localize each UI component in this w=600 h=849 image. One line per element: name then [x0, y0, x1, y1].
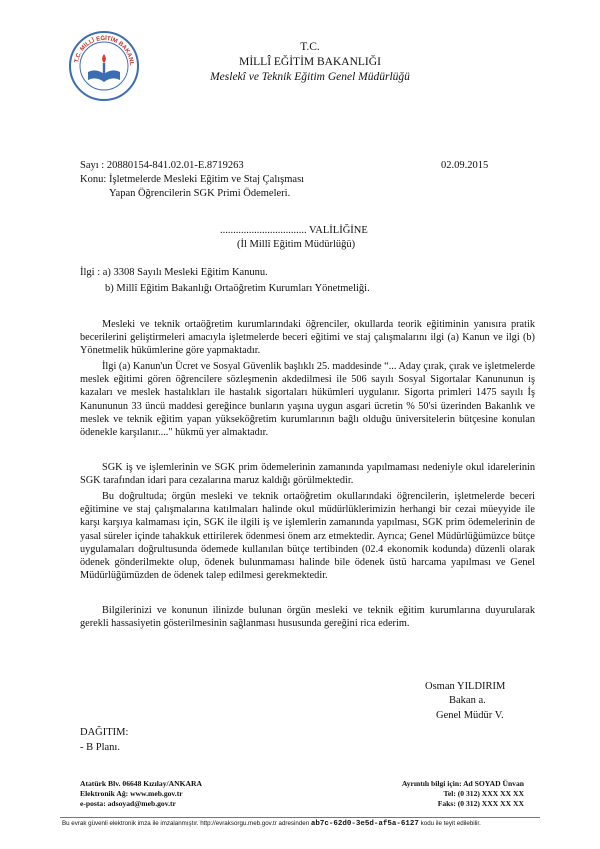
konu-label: Konu: [80, 174, 107, 185]
sayi-value: : 20880154-841.02.01-E.8719263 [101, 160, 244, 171]
footer-web[interactable]: Elektronik Ağ: www.meb.gov.tr [80, 789, 183, 798]
verification-prefix: Bu evrak güvenli elektronik imza ile imzalanmıştır. http://evraksorgu.meb.gov.tr adresinden [62, 820, 310, 827]
signatory-title-2: Genel Müdür V. [436, 710, 504, 721]
distribution-item: - B Planı. [80, 742, 120, 753]
footer-fax: Faks: (0 312) XXX XX XX [437, 799, 524, 808]
body-paragraph-4 [80, 490, 535, 582]
body-paragraph-5-text: Bilgilerinizi ve konunun ilinizde bulunan örgün mesleki ve teknik eğitim kurumlarına duyurularak gerekli hassasiyetin gösterilmesinin sağlanması hususunda gereğini rica ederim. [80, 605, 535, 630]
body-paragraph-3 [80, 461, 535, 487]
header-tc: T.C. [300, 41, 320, 53]
signatory-name: Osman YILDIRIM [425, 681, 506, 692]
header-ministry: MİLLÎ EĞİTİM BAKANLIĞI [239, 56, 381, 68]
ilgi-a: İlgi : a) 3308 Sayılı Mesleki Eğitim Kanunu. [80, 267, 268, 278]
konu-line2: Yapan Öğrencilerin SGK Primi Ödemeleri. [109, 188, 291, 199]
verification-code: ab7c-62d0-3e5d-af5a-6127 [310, 820, 419, 828]
verification-suffix: kodu ile teyit edilebilir. [420, 820, 481, 827]
footer-tel: Tel: (0 312) XXX XX XX [443, 789, 524, 798]
document-date: 02.09.2015 [441, 160, 489, 171]
recipient-line: ................................. VALİLİĞİNE [220, 225, 368, 236]
body-paragraph-5 [80, 604, 535, 630]
konu-line1: İşletmelerde Mesleki Eğitim ve Staj Çalışması [109, 174, 305, 185]
body-paragraph-2-text: İlgi (a) Kanun'un Ücret ve Sosyal Güvenlik başlıklı 25. maddesinde “... Aday çırak, çırak ve işletmelerde meslek eğitimi gören öğrencilere sözleşmenin akdedilmesi ile 506 sayılı Sosyal Sigortalar Kanununun iş kazaları ve meslek hastalıkları ile hastalık sigortaları hükümleri uygulanır. Sigorta primleri 1475 sayılı İş Kanununun 33 üncü maddesi gereğince bunların yaşına uygun asgari ücretin % 50'si üzerinden Bakanlık ve meslek ve teknik eğitim yapan yükseköğretim kurumlarının bağlı olduğu üniversitelerin bütçesine konulan ödenekle karşılanır...." hükmü yer almaktadır. [80, 361, 535, 439]
body-paragraph-2 [80, 360, 535, 439]
header-directorate: Meslekî ve Teknik Eğitim Genel Müdürlüğü [210, 71, 410, 83]
sayi-line [80, 159, 244, 172]
body-paragraph-3-text: SGK iş ve işlemlerinin ve SGK prim ödemelerinin zamanında yapılmaması nedeniyle okul idarelerinin SGK tarafından idari para cezalarına maruz kaldığı görülmektedir. [80, 462, 535, 487]
footer-info: Ayrıntılı bilgi için: Ad SOYAD Ünvan [401, 779, 524, 788]
signatory-title-1: Bakan a. [449, 695, 486, 706]
footer-address: Atatürk Blv. 06648 Kızılay/ANKARA [80, 779, 202, 788]
body-paragraph-4-text: Bu doğrultuda; örgün mesleki ve teknik ortaöğretim okullarındaki öğrencilerin, işletmelerde beceri eğitimine ve staj çalışmalarına katılmaları halinde okul müdürlüklerimizin herhangi bir cezai müeyyide ile karşı karşıya kalmaması için, SGK ile ilgili iş ve işlemlerin zamanında yapılması, SGK prim ödemelerinin de yasal süreler içinde tahakkuk ettirilerek ödenmesi önem arz etmektedir. Ayrıca; Genel Müdürlüğümüzce bütçe uygulamaları doğrultusunda ödemede kullanılan bütçe tertibinden (02.4 ekonomik kodunda) düzenli olarak ödenek gönderilmekte olup, ödenek bulunmaması halinde bile ödenek üstü harcama yapılması ve Genel Müdürlüğümüzden de ödenek talep edilmesi gerekmektedir. [80, 491, 535, 582]
verification-line [62, 820, 542, 828]
recipient-subline: (İl Millî Eğitim Müdürlüğü) [237, 239, 356, 250]
distribution-heading: DAĞITIM: [80, 727, 129, 738]
ilgi-b: b) Millî Eğitim Bakanlığı Ortaöğretim Kurumları Yönetmeliği. [105, 283, 370, 294]
footer-email[interactable]: e-posta: adsoyad@meb.gov.tr [80, 799, 176, 808]
body-paragraph-1 [80, 318, 535, 358]
footer-divider [60, 817, 540, 818]
svg-text:T.C. MİLLÎ EĞİTİM BAKANLIĞI: T.C. MİLLÎ EĞİTİM BAKANL [74, 35, 135, 66]
sayi-label: Sayı [80, 160, 99, 171]
body-paragraph-1-text: Mesleki ve teknik ortaöğretim kurumlarındaki öğrenciler, okullarda teorik eğitiminin yanısıra pratik becerilerini geliştirmeleri amacıyla işletmelerde beceri eğitimi ve staj çalışmalarını ilgi (a) Kanun ve ilgi (b) Yönetmelik hükümlerine göre yapmaktadır. [80, 319, 535, 357]
